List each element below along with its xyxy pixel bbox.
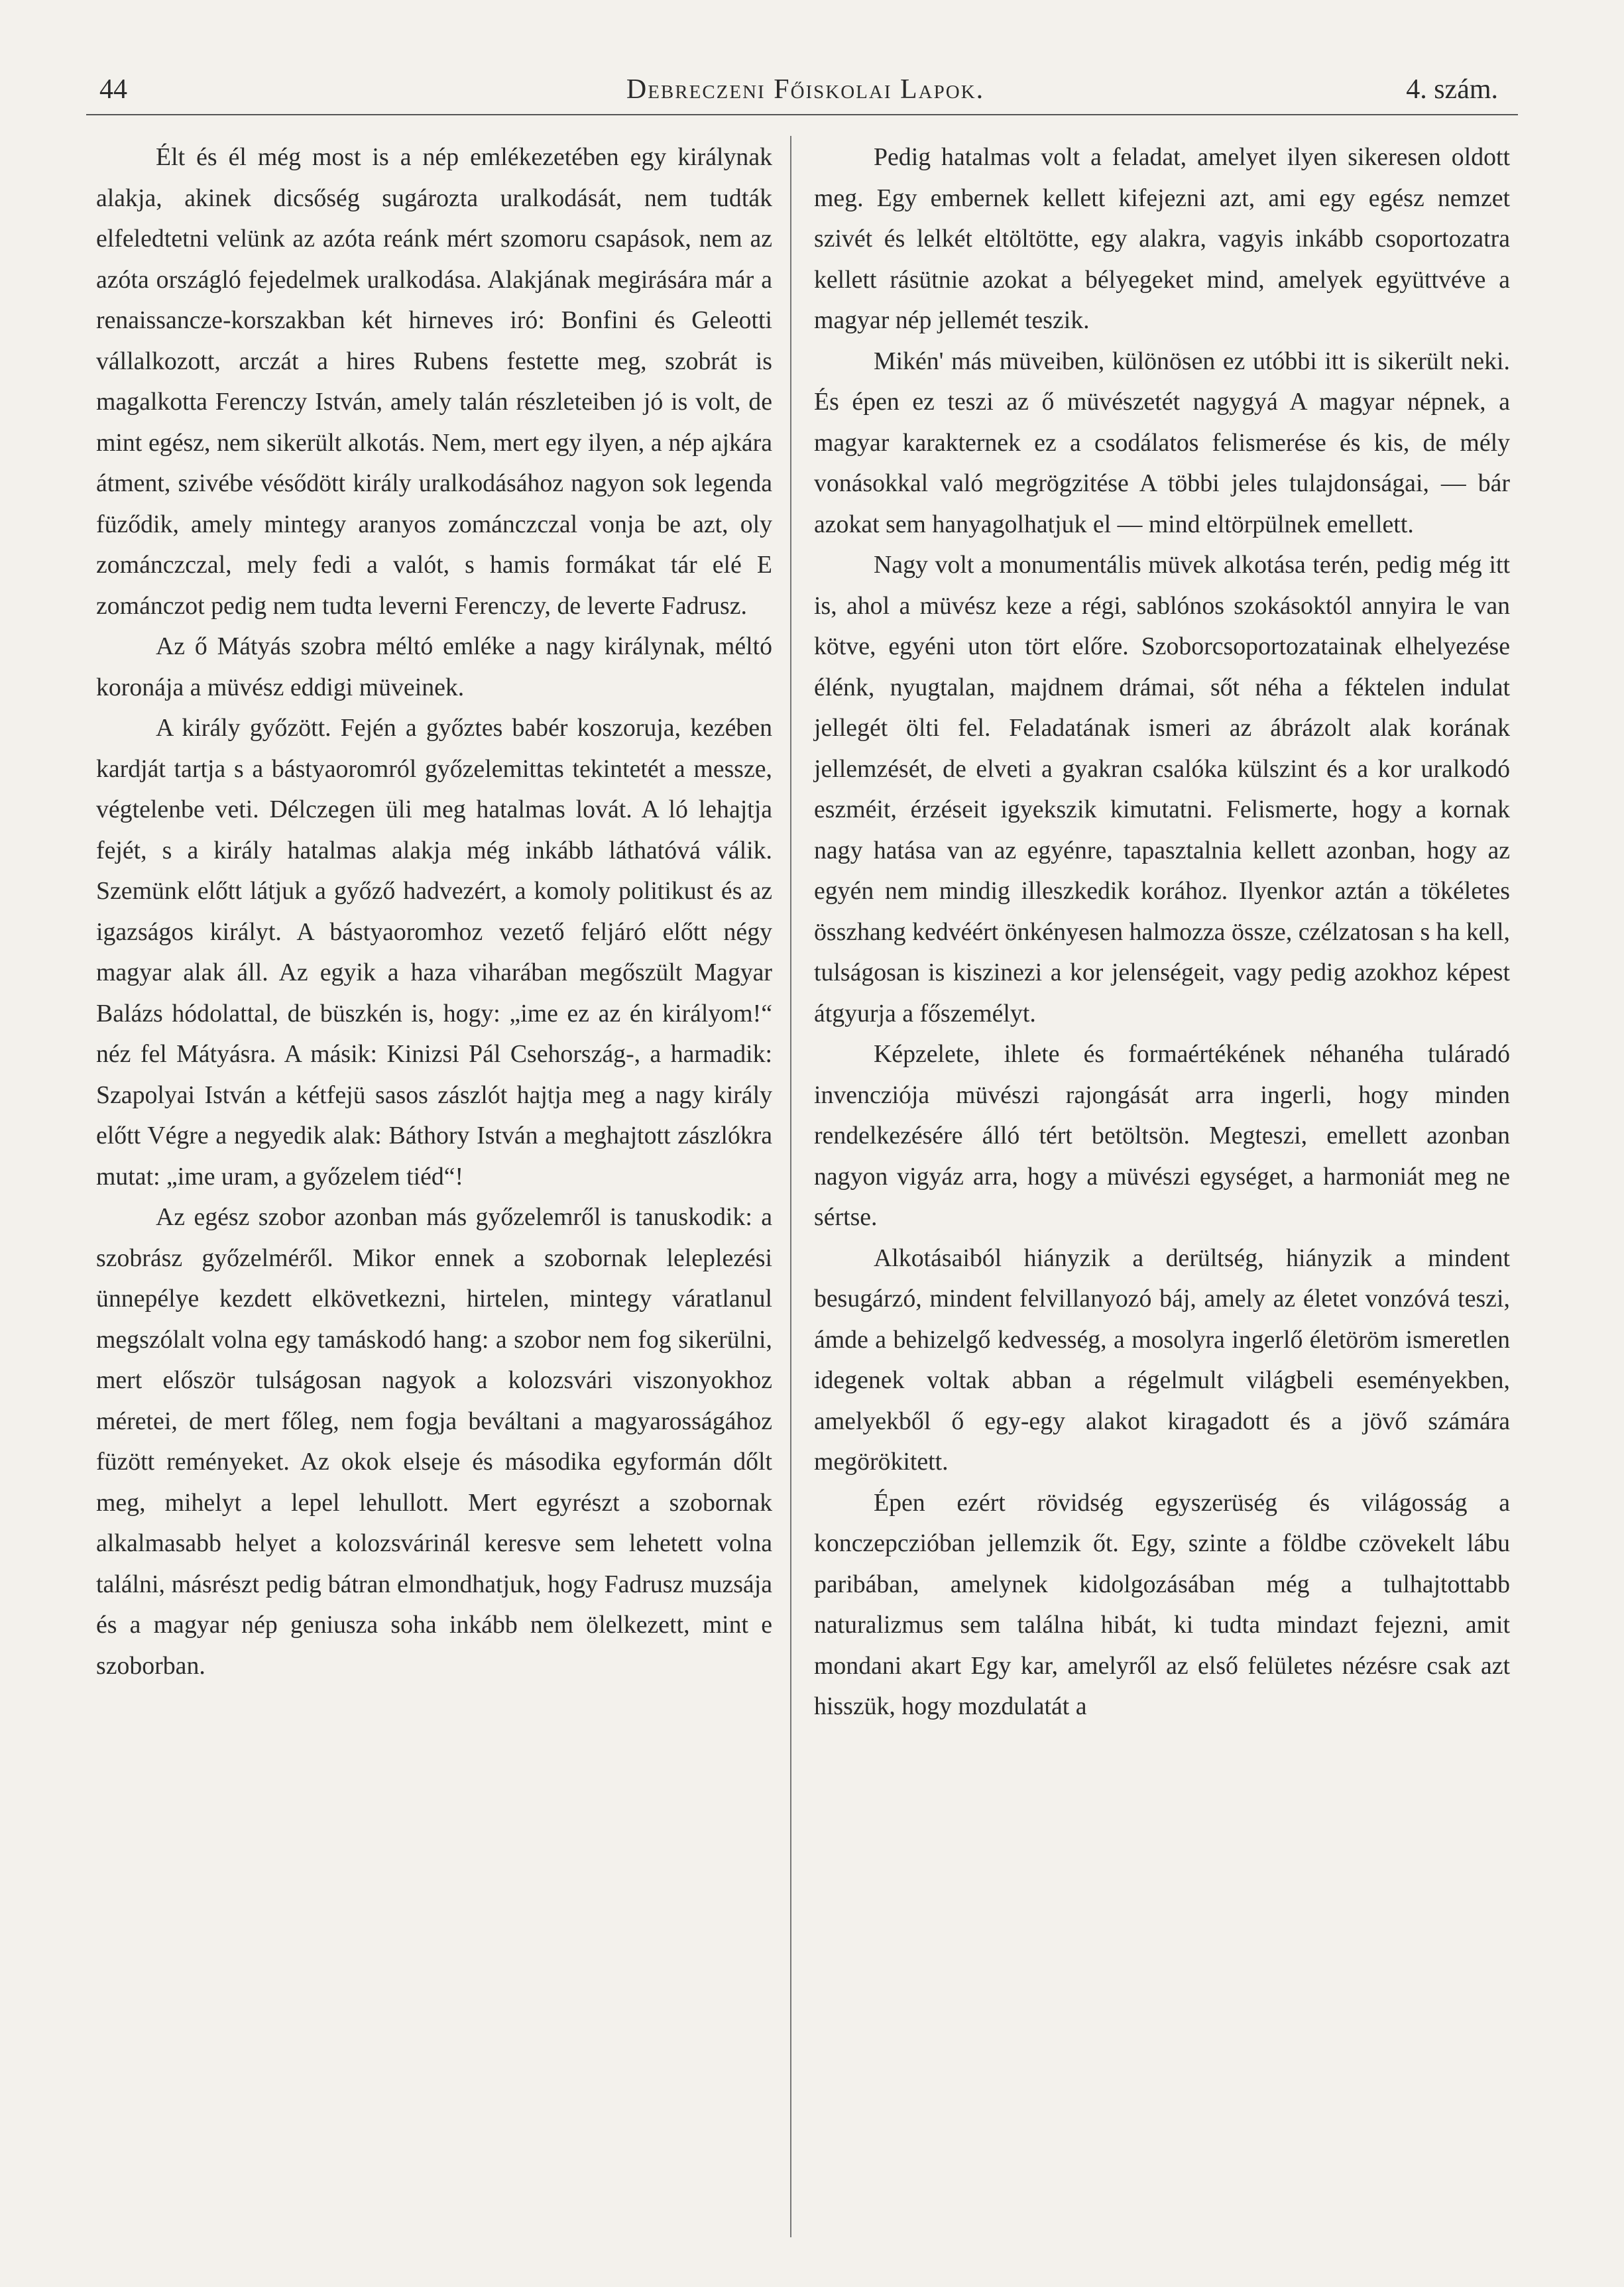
paragraph: Épen ezért rövidség egyszerüség és világosság a konczepczióban jellemzik őt. Egy, szinte a földbe czövekelt lábu paribában, amelynek kidolgozásában még a tulhajtottabb naturalizmus sem találna hibát, ki tudta mindazt fejezni, amit mondani akart Egy kar, amelyről az első felületes nézésre csak azt hisszük, hogy mozdulatát a xyxy=(814,1488,1510,1720)
paragraph: Az ő Mátyás szobra méltó emléke a nagy királynak, méltó koronája a müvész eddigi müveinek. xyxy=(96,632,772,701)
page-number: 44 xyxy=(99,74,127,105)
paragraph: Élt és él még most is a nép emlékezetében egy királynak alakja, akinek dicsőség sugározta uralkodását, nem tudták elfeledtetni velünk az azóta reánk mért szomoru csapások, nem az azóta országló fejedelmek uralkodása. Alakjának megirására már a renaissancze-korszakban két hirneves iró: Bonfini és Geleotti vállalkozott, arczát a hires Rubens festette meg, szobrát is magalkotta Ferenczy István, amely talán részleteiben jó is volt, de mint egész, nem sikerült alkotás. Nem, mert egy ilyen, a nép ajkára átment, szivébe vésődött király uralkodásához nagyon sok legenda füződik, amely mintegy aranyos zománczczal vonja be azt, oly zománczczal, mely fedi a valót, s hamis formákat tár elé E zománczot pedig nem tudta leverni Ferenczy, de leverte Fadrusz. xyxy=(96,143,772,620)
page-header xyxy=(99,70,1511,109)
column-divider xyxy=(790,136,791,2237)
paragraph: A király győzött. Fején a győztes babér koszoruja, kezében kardját tartja s a bástyaoromról győzelemittas tekintetét a messze, végtelenbe veti. Délczegen üli meg hatalmas lovát. A ló lehajtja fejét, s a király hatalmas alakja még inkább láthatóvá válik. Szemünk előtt látjuk a győző hadvezért, a komoly politikust és az igazságos királyt. A bástyaoromhoz vezető feljáró előtt négy magyar alak áll. Az egyik a haza viharában megőszült Magyar Balázs hódolattal, de büszkén is, hogy: „ime ez az én királyom!“ néz fel Mátyásra. A másik: Kinizsi Pál Csehország-, a harmadik: Szapolyai István a kétfejü sasos zászlót hajtja meg a nagy király előtt Végre a negyedik alak: Báthory István a meghajtott zászlókra mutat: „ime uram, a győzelem tiéd“! xyxy=(96,714,772,1191)
paragraph: Pedig hatalmas volt a feladat, amelyet ilyen sikeresen oldott meg. Egy embernek kellett kifejezni azt, ami egy egész nemzet szivét és lelkét eltöltötte, egy alakra, vagyis inkább csoportozatra kellett rásütnie azokat a bélyegeket mind, amelyek együttvéve a magyar nép jellemét teszik. xyxy=(814,143,1510,334)
paragraph: Mikén' más müveiben, különösen ez utóbbi itt is sikerült neki. És épen ez teszi az ő müvészetét nagygyá A magyar népnek, a magyar karakternek ez a csodálatos felismerése és kis, de mély vonásokkal való megrögzitése A többi jeles tulajdonságai, — bár azokat sem hanyagolhatjuk el — mind eltörpülnek emellett. xyxy=(814,347,1510,538)
issue-number: 4. szám. xyxy=(1406,74,1498,105)
left-column xyxy=(96,137,772,1686)
paragraph: Képzelete, ihlete és formaértékének néhanéha tuláradó invencziója müvészi rajongását arra ingerli, hogy minden rendelkezésére álló tért betöltsön. Megteszi, emellett azonban nagyon vigyáz arra, hogy a müvészi egységet, a harmoniát meg ne sértse. xyxy=(814,1040,1510,1231)
journal-title: Debreczeni Főiskolai Lapok. xyxy=(626,74,985,105)
paragraph: Nagy volt a monumentális müvek alkotása terén, pedig még itt is, ahol a müvész keze a régi, sablónos szokásoktól annyira le van kötve, egyéni uton tört előre. Szoborcsoportozatainak elhelyezése élénk, nyugtalan, majdnem drámai, sőt néha a féktelen indulat jellegét ölti fel. Feladatának ismeri az ábrázolt alak korának jellemzését, de elveti a gyakran csalóka külszint és a kor uralkodó eszméit, érzéseit igyekszik kimutatni. Felismerte, hogy a kornak nagy hatása van az egyénre, tapasztalnia kellett azonban, hogy az egyén nem mindig illeszkedik korához. Ilyenkor aztán a tökéletes összhang kedvéért önkényesen halmozza össze, czélzatosan s ha kell, tulságosan is kiszinezi a kor jelenségeit, vagy pedig azokhoz képest átgyurja a főszemélyt. xyxy=(814,551,1510,1027)
header-rule xyxy=(86,114,1518,115)
paragraph: Alkotásaiból hiányzik a derültség, hiányzik a mindent besugárzó, mindent felvillanyozó báj, amely az életet vonzóvá teszi, ámde a behizelgő kedvesség, a mosolyra ingerlő életöröm ismeretlen idegenek voltak abban a régelmult világbeli eseményekben, amelyekből ő egy-egy alakot kiragadott és a jövő számára megörökitett. xyxy=(814,1244,1510,1476)
paragraph: Az egész szobor azonban más győzelemről is tanuskodik: a szobrász győzelméről. Mikor ennek a szobornak leleplezési ünnepélye kezdett elkövetkezni, hirtelen, mintegy váratlanul megszólalt volna egy tamáskodó hang: a szobor nem fog sikerülni, mert először tulságosan nagyok a kolozsvári viszonyokhoz méretei, de mert főleg, nem fogja beváltani a magyarosságához füzött reményeket. Az okok elseje és másodika egyformán dőlt meg, mihelyt a lepel lehullott. Mert egyrészt a szobornak alkalmasabb helyet a kolozsvárinál keresve sem lehetett volna találni, másrészt pedig bátran elmondhatjuk, hogy Fadrusz muzsája és a magyar nép geniusza soha inkább nem ölelkezett, mint e szoborban. xyxy=(96,1203,772,1680)
right-column xyxy=(814,137,1510,1728)
